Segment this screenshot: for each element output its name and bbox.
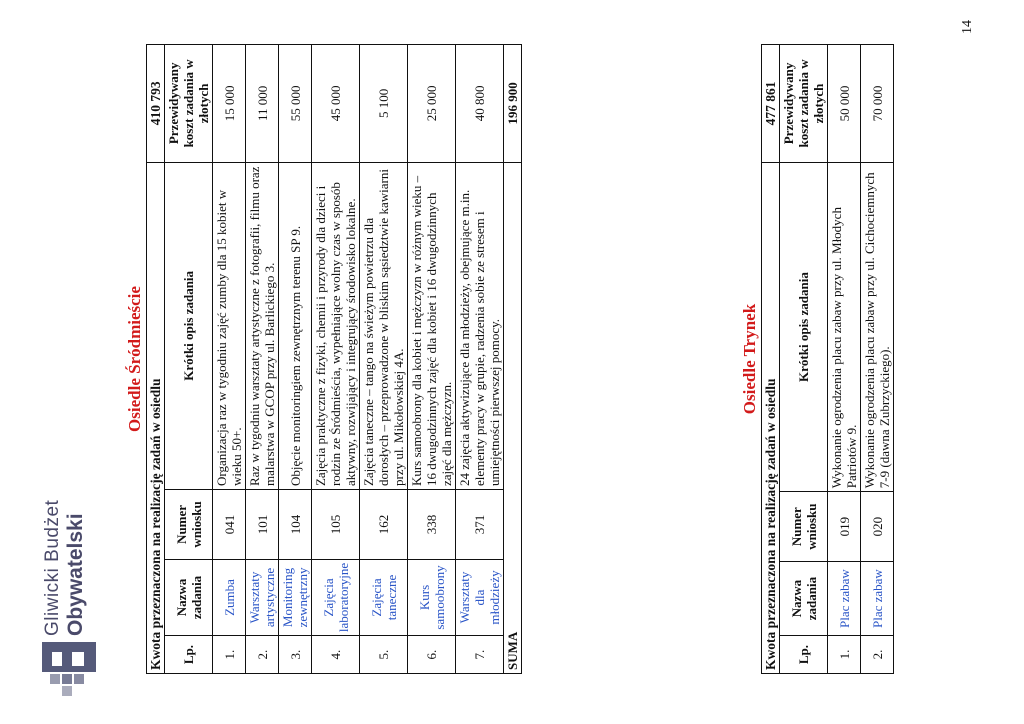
gliwicki-budzet-logo — [40, 446, 100, 696]
table-row — [246, 45, 279, 674]
cell-numer: 338 — [408, 490, 456, 560]
cell-nazwa-link[interactable]: Zajęcia taneczne — [360, 559, 408, 635]
cell-opis: 24 zajęcia aktywizujące dla młodzieży, obejmujące m.in. elementy pracy w grupie, radzenia sobie ze stresem i umiejętności pierwszej pomocy. — [456, 162, 504, 489]
header-koszt: Przewidywany koszt zadania w złotych — [165, 45, 213, 163]
cell-koszt: 15 000 — [213, 45, 246, 163]
cell-opis: Zajęcia taneczne – tango na świeżym powietrzu dla dorosłych – przeprowadzone w bliskim sąsiedztwie kawiarni przy ul. Mikołowskiej 4A. — [360, 162, 408, 489]
cell-lp: 1. — [213, 636, 246, 674]
cell-koszt: 40 800 — [456, 45, 504, 163]
table-row — [408, 45, 456, 674]
table-row — [456, 45, 504, 674]
suma-value: 196 900 — [504, 45, 522, 163]
table-row — [279, 45, 312, 674]
table-row — [213, 45, 246, 674]
cell-opis: Zajęcia praktyczne z fizyki, chemii i przyrody dla dzieci i rodzin ze Śródmieścia, wypełniające wolny czas w sposób aktywny, rozwijający i integrujący środowisko lokalne. — [312, 162, 360, 489]
cell-koszt: 50 000 — [828, 45, 861, 163]
cell-opis: Wykonanie ogrodzenia placu zabaw przy ul. Młodych Patriotów 9. — [828, 162, 861, 491]
cell-numer: 019 — [828, 492, 861, 562]
logo-mark-icon — [42, 640, 98, 696]
cell-numer: 020 — [861, 492, 894, 562]
cell-numer: 371 — [456, 490, 504, 560]
cell-lp: 5. — [360, 636, 408, 674]
cell-numer: 105 — [312, 490, 360, 560]
cell-nazwa-link[interactable]: Kurs samoobrony — [408, 559, 456, 635]
logo-line-2: Obywatelski — [64, 513, 87, 636]
header-opis: Krótki opis zadania — [780, 162, 828, 491]
header-opis: Krótki opis zadania — [165, 162, 213, 489]
cell-opis: Objęcie monitoringiem zewnętrznym terenu SP 9. — [279, 162, 312, 489]
cell-koszt: 11 000 — [246, 45, 279, 163]
cell-lp: 7. — [456, 636, 504, 674]
cell-numer: 041 — [213, 490, 246, 560]
table-srodmiescie — [125, 44, 522, 674]
header-koszt: Przewidywany koszt zadania w złotych — [780, 45, 828, 163]
section-title-srodmiescie: Osiedle Śródmieście — [125, 286, 144, 432]
kwota-label: Kwota przeznaczona na realizację zadań w osiedlu — [762, 162, 780, 673]
cell-lp: 3. — [279, 636, 312, 674]
cell-nazwa-link[interactable]: Zajęcia laboratoryjne — [312, 559, 360, 635]
cell-opis: Kurs samoobrony dla kobiet i mężczyzn w różnym wieku – 16 dwugodzinnych zajęć dla kobiet i 16 dwugodzinnych zajęć dla mężczyzn. — [408, 162, 456, 489]
header-nazwa: Nazwa zadania — [780, 562, 828, 636]
section-title-trynek: Osiedle Trynek — [740, 303, 759, 415]
logo-line-1: Gliwicki Budżet — [42, 499, 63, 636]
header-lp: Lp. — [780, 636, 828, 674]
cell-koszt: 25 000 — [408, 45, 456, 163]
cell-nazwa-link[interactable]: Plac zabaw — [828, 562, 861, 636]
table-row — [828, 45, 861, 674]
cell-koszt: 70 000 — [861, 45, 894, 163]
table-row — [360, 45, 408, 674]
cell-koszt: 45 000 — [312, 45, 360, 163]
cell-nazwa-link[interactable]: Plac zabaw — [861, 562, 894, 636]
cell-opis: Organizacja raz w tygodniu zajęć zumby dla 15 kobiet w wieku 50+. — [213, 162, 246, 489]
cell-numer: 101 — [246, 490, 279, 560]
suma-label: SUMA — [504, 162, 522, 673]
cell-lp: 2. — [246, 636, 279, 674]
cell-numer: 104 — [279, 490, 312, 560]
kwota-value: 477 861 — [762, 45, 780, 163]
cell-koszt: 55 000 — [279, 45, 312, 163]
table-row — [312, 45, 360, 674]
header-nazwa: Nazwa zadania — [165, 559, 213, 635]
cell-opis: Wykonanie ogrodzenia placu zabaw przy ul. Cichociemnych 7-9 (dawna Zubrzyckiego). — [861, 162, 894, 491]
cell-nazwa-link[interactable]: Zumba — [213, 559, 246, 635]
header-numer: Numer wniosku — [165, 490, 213, 560]
page-number: 14 — [960, 20, 975, 34]
cell-nazwa-link[interactable]: Monitoring zewnętrzny — [279, 559, 312, 635]
cell-nazwa-link[interactable]: Warsztaty artystyczne — [246, 559, 279, 635]
cell-numer: 162 — [360, 490, 408, 560]
cell-koszt: 5 100 — [360, 45, 408, 163]
cell-lp: 1. — [828, 636, 861, 674]
kwota-value: 410 793 — [147, 45, 165, 163]
cell-nazwa-link[interactable]: Warsztaty dla młodzieży — [456, 559, 504, 635]
cell-lp: 4. — [312, 636, 360, 674]
header-numer: Numer wniosku — [780, 492, 828, 562]
table-row — [861, 45, 894, 674]
header-lp: Lp. — [165, 636, 213, 674]
table-trynek — [740, 44, 894, 674]
cell-lp: 2. — [861, 636, 894, 674]
cell-opis: Raz w tygodniu warsztaty artystyczne z fotografii, filmu oraz malarstwa w GCOP przy ul. Barlickiego 3. — [246, 162, 279, 489]
kwota-label: Kwota przeznaczona na realizację zadań w osiedlu — [147, 162, 165, 673]
cell-lp: 6. — [408, 636, 456, 674]
